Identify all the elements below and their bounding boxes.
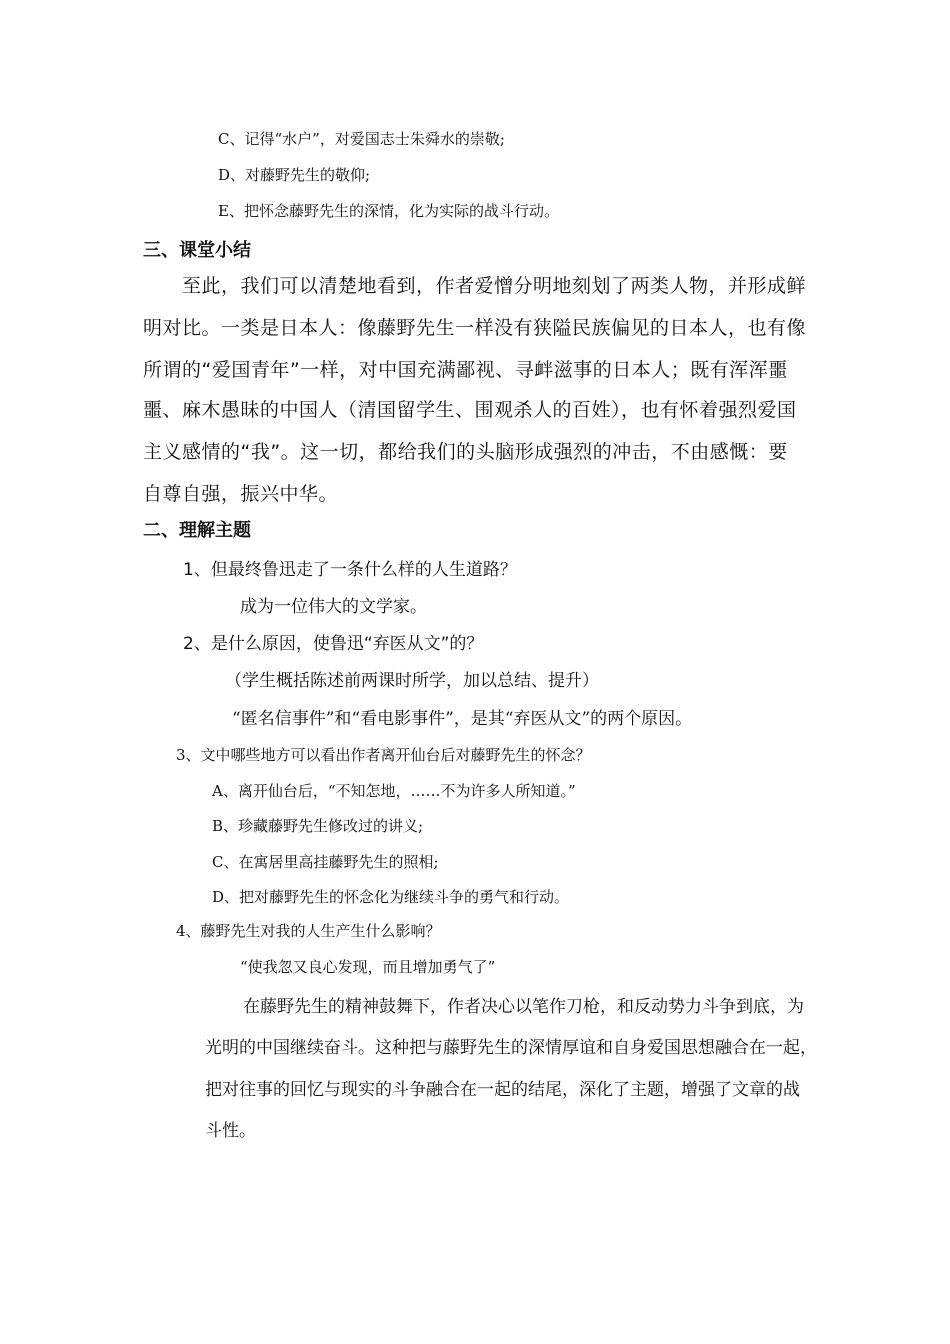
answer-2-note: （学生概括陈述前两课时所学，加以总结、提升） — [225, 671, 599, 691]
summary-heading: 三、课堂小结 — [143, 240, 251, 261]
summary-line-4: 噩、麻木愚昧的中国人（清国留学生、围观杀人的百姓），也有怀着强烈爱国 — [143, 399, 797, 421]
question-2: 2、是什么原因，使鲁迅“弃医从文”的？ — [183, 634, 484, 654]
option-e: E、把怀念藤野先生的深情，化为实际的战斗行动。 — [218, 202, 559, 220]
answer-4-quote: “使我忽又良心发现，而且增加勇气了” — [240, 958, 496, 976]
option-c: C、记得“水户”，对爱国志士朱舜水的崇敬; — [218, 130, 505, 148]
answer-2: “匿名信事件”和“看电影事件”，是其“弃医从文”的两个原因。 — [232, 709, 693, 729]
answer-1: 成为一位伟大的文学家。 — [240, 597, 427, 617]
question-3-option-b: B、珍藏藤野先生修改过的讲义; — [212, 817, 424, 835]
question-3-option-c: C、在寓居里高挂藤野先生的照相; — [212, 853, 439, 871]
theme-heading: 二、理解主题 — [143, 520, 251, 541]
question-3-option-a: A、离开仙台后，“不知怎地，……不为许多人所知道。” — [212, 782, 576, 800]
question-4: 4、藤野先生对我的人生产生什么影响？ — [176, 922, 441, 940]
question-3: 3、文中哪些地方可以看出作者离开仙台后对藤野先生的怀念？ — [176, 746, 591, 764]
answer-4-line-2: 光明的中国继续奋斗。这种把与藤野先生的深情厚谊和自身爱国思想融合在一起， — [205, 1038, 817, 1058]
summary-line-6: 自尊自强，振兴中华。 — [143, 483, 339, 505]
question-3-option-d: D、把对藤野先生的怀念化为继续斗争的勇气和行动。 — [212, 888, 570, 906]
option-d: D、对藤野先生的敬仰; — [218, 166, 371, 184]
summary-line-3: 所谓的“爱国青年”一样，对中国充满鄙视、寻衅滋事的日本人；既有浑浑噩 — [143, 359, 788, 381]
answer-4-line-1: 在藤野先生的精神鼓舞下，作者决心以笔作刀枪，和反动势力斗争到底，为 — [243, 997, 804, 1017]
answer-4-line-4: 斗性。 — [205, 1121, 256, 1141]
summary-line-5: 主义感情的“我”。这一切，都给我们的头脑形成强烈的冲击，不由感慨：要 — [143, 441, 788, 463]
summary-line-1: 至此，我们可以清楚地看到，作者爱憎分明地刻划了两类人物，并形成鲜 — [182, 275, 807, 297]
answer-4-line-3: 把对往事的回忆与现实的斗争融合在一起的结尾，深化了主题，增强了文章的战 — [205, 1080, 800, 1100]
question-1: 1、但最终鲁迅走了一条什么样的人生道路？ — [183, 560, 517, 580]
summary-line-2: 明对比。一类是日本人：像藤野先生一样没有狭隘民族偏见的日本人，也有像 — [143, 317, 807, 339]
